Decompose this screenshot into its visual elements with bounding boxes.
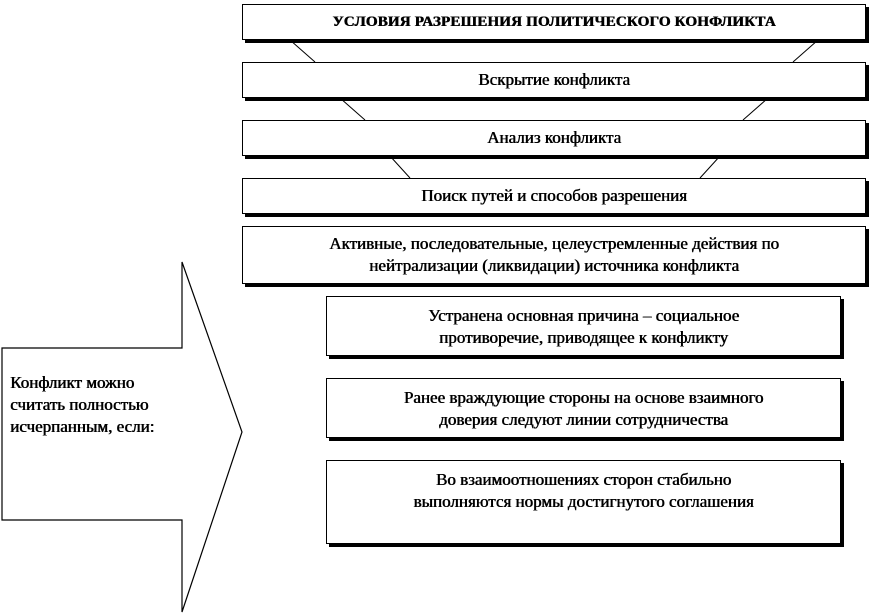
condition-line: доверия следуют линии сотрудничества <box>439 410 728 429</box>
action-line: Активные, последовательные, целеустремленные действия по <box>329 234 779 253</box>
condition-line: Устранена основная причина – социальное <box>427 306 740 325</box>
action-box <box>242 226 866 284</box>
step-label: Поиск путей и способов разрешения <box>421 186 687 205</box>
condition-label-line: считать полностью <box>10 395 149 414</box>
condition-box <box>326 460 841 544</box>
condition-label-line: исчерпанным, если: <box>10 417 155 436</box>
condition-label-line: Конфликт можно <box>10 373 135 392</box>
condition-line: Во взаимоотношениях сторон стабильно <box>435 470 732 489</box>
step-label: Вскрытие конфликта <box>478 70 630 89</box>
action-line: нейтрализации (ликвидации) источника конфликта <box>369 256 739 275</box>
condition-box <box>326 296 841 356</box>
condition-line: противоречие, приводящее к конфликту <box>438 328 729 347</box>
condition-label <box>10 372 190 438</box>
condition-line: выполняются нормы достигнутого соглашения <box>413 492 754 511</box>
step-label: Анализ конфликта <box>487 128 621 147</box>
diagram-title-text: УСЛОВИЯ РАЗРЕШЕНИЯ ПОЛИТИЧЕСКОГО КОНФЛИКТА <box>332 14 776 30</box>
condition-box <box>326 378 841 438</box>
step-box <box>242 120 866 156</box>
condition-line: Ранее враждующие стороны на основе взаимного <box>403 388 764 407</box>
step-box <box>242 62 866 98</box>
step-box <box>242 178 866 214</box>
diagram-title <box>242 4 866 40</box>
